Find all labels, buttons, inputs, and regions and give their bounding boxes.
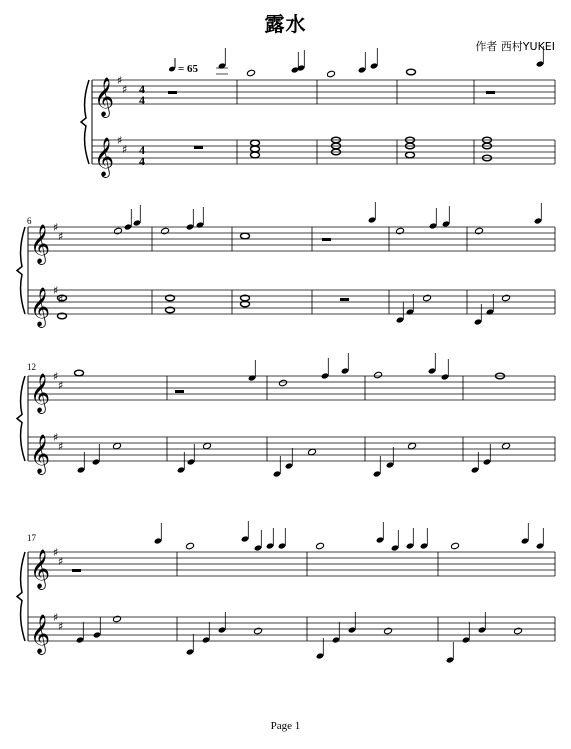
note-head (113, 615, 122, 622)
rest-icon (322, 238, 331, 241)
note-head (384, 627, 393, 634)
sharp-icon: ♯ (53, 370, 59, 383)
sharp-icon: ♯ (53, 611, 59, 624)
note-head (251, 146, 260, 152)
note-head (308, 448, 317, 455)
note-head (113, 442, 122, 449)
sharp-icon: ♯ (53, 221, 59, 234)
note-head (316, 542, 325, 549)
note-head (251, 140, 260, 146)
note-head (451, 542, 460, 549)
sharp-icon: ♯ (58, 230, 64, 243)
note-head (408, 442, 417, 449)
note-head (186, 542, 195, 549)
measure-number-6: 6 (27, 216, 32, 226)
treble-clef-icon: 𝄞 (94, 77, 115, 117)
time-signature-treble (139, 82, 145, 107)
sharp-icon: ♯ (117, 134, 123, 147)
note-head (374, 371, 383, 378)
note-head (251, 152, 260, 158)
sharp-icon: ♯ (58, 440, 64, 453)
rest-icon (486, 91, 495, 94)
page-number: Page 1 (270, 720, 301, 732)
svg-text:4: 4 (139, 143, 145, 157)
sharp-icon: ♯ (122, 83, 128, 96)
sharp-icon: ♯ (53, 431, 59, 444)
note-head (279, 379, 288, 386)
note-head (514, 627, 523, 634)
brace-icon (17, 552, 25, 641)
treble-clef-icon: 𝄞 (30, 287, 51, 327)
note-head (407, 69, 416, 75)
treble-clef-icon: 𝄞 (30, 549, 51, 589)
sharp-icon: ♯ (53, 284, 59, 297)
treble-clef-icon: 𝄞 (30, 373, 51, 413)
sharp-icon: ♯ (58, 555, 64, 568)
note-head (396, 227, 405, 234)
rest-icon (194, 146, 203, 149)
brace-icon (81, 80, 89, 164)
measure-number-17: 17 (27, 533, 36, 543)
rest-icon (72, 569, 81, 572)
brace-icon (17, 376, 25, 461)
sharp-icon: ♯ (58, 620, 64, 633)
svg-text:4: 4 (139, 93, 145, 107)
sharp-icon: ♯ (122, 143, 128, 156)
treble-clef-icon: 𝄞 (94, 137, 115, 177)
note-head (203, 442, 212, 449)
note-head (423, 294, 432, 301)
rest-icon (168, 91, 177, 94)
measure-number-12: 12 (27, 362, 36, 372)
tempo-text: = 65 (178, 63, 199, 75)
note-head (475, 227, 484, 234)
composer-credit: 作者 西村YUKEI (475, 40, 555, 53)
rest-icon (340, 298, 349, 301)
note-head (247, 69, 256, 76)
treble-clef-icon: 𝄞 (30, 224, 51, 264)
note-head (161, 227, 170, 234)
sharp-icon: ♯ (58, 293, 64, 306)
sharp-icon: ♯ (58, 379, 64, 392)
note-head (75, 370, 84, 376)
brace-icon (17, 227, 25, 314)
sharp-icon: ♯ (117, 74, 123, 87)
note-head (254, 627, 263, 634)
note-head (114, 227, 123, 234)
note-head (241, 233, 250, 239)
svg-text:4: 4 (139, 154, 145, 168)
treble-clef-icon: 𝄞 (30, 614, 51, 654)
sharp-icon: ♯ (53, 546, 59, 559)
note-head (502, 294, 511, 301)
note-head (502, 442, 511, 449)
rest-icon (175, 390, 184, 393)
treble-clef-icon: 𝄞 (30, 434, 51, 474)
score-title: 露水 (264, 12, 307, 36)
tempo-marking (168, 58, 198, 75)
note-head (406, 152, 415, 158)
note-head (327, 70, 336, 77)
time-signature-lower (139, 143, 145, 168)
svg-text:4: 4 (139, 82, 145, 96)
